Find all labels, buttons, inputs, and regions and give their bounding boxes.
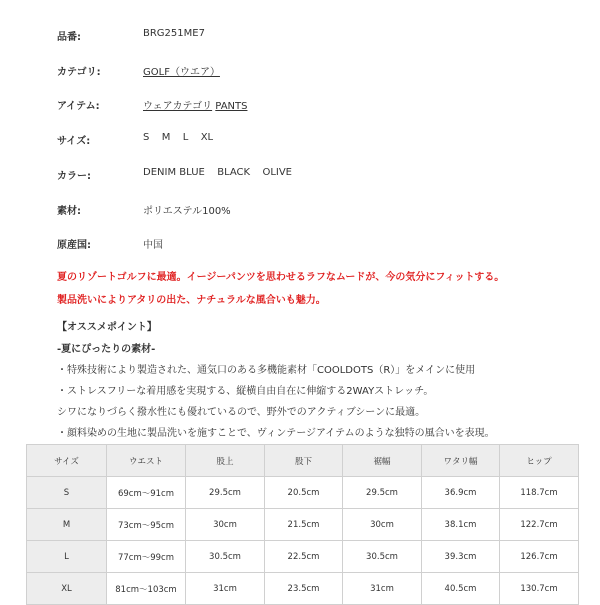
table-cell: 29.5cm [343,477,422,509]
size-option: XL [200,132,214,143]
table-row [27,477,579,509]
table-header-row [27,445,579,477]
column-header: 裾幅 [343,445,422,477]
table-cell: 30cm [343,509,422,541]
table-cell: 31cm [186,573,265,605]
table-cell: 22.5cm [265,541,343,573]
size-table [26,444,579,605]
color-option: OLIVE [262,167,293,178]
table-cell: 77cm〜99cm [107,541,186,573]
table-row [27,509,579,541]
material-value: ポリエステル100% [143,206,231,217]
item-category-link[interactable]: ウェアカテゴリ [143,101,213,112]
spec-row-origin [0,236,600,256]
spec-label: 素材: [57,206,81,217]
point-item: ・特殊技術により製造された、通気口のある多機能素材「COOLDOTS（R）」をメインに使用 [57,365,476,376]
table-cell: 81cm〜103cm [107,573,186,605]
column-header: サイズ [27,445,107,477]
size-option: S [143,132,150,143]
spec-label: アイテム: [57,101,100,112]
table-cell: 30.5cm [186,541,265,573]
point-item: ・顔料染めの生地に製品洗いを施すことで、ヴィンテージアイテムのような独特の風合いを表現。 [57,428,495,439]
spec-label: 原産国: [57,240,91,251]
origin-value: 中国 [143,240,163,251]
spec-row-category [0,63,600,83]
table-cell: 20.5cm [265,477,343,509]
table-cell: 40.5cm [422,573,500,605]
spec-label: サイズ: [57,136,91,147]
table-cell: 30cm [186,509,265,541]
description-line: 夏のリゾートゴルフに最適。イージーパンツを思わせるラフなムードが、今の気分にフィットする。 [57,272,505,283]
table-cell: L [27,541,107,573]
table-cell: 36.9cm [422,477,500,509]
table-cell: XL [27,573,107,605]
spec-row-item [0,97,600,117]
table-cell: 69cm〜91cm [107,477,186,509]
table-cell: 39.3cm [422,541,500,573]
table-cell: 30.5cm [343,541,422,573]
table-cell: 122.7cm [500,509,579,541]
column-header: 股上 [186,445,265,477]
table-cell: 73cm〜95cm [107,509,186,541]
product-number: BRG251ME7 [143,28,205,39]
spec-label: カラー: [57,171,91,182]
table-cell: M [27,509,107,541]
spec-row-product-no [0,28,600,48]
table-cell: 38.1cm [422,509,500,541]
table-cell: 130.7cm [500,573,579,605]
spec-value [143,63,220,78]
point-item: ・ストレスフリーな着用感を実現する、縦横自由自在に伸縮する2WAYストレッチ。 [57,386,434,397]
column-header: 股下 [265,445,343,477]
column-header: ヒップ [500,445,579,477]
color-option: BLACK [217,167,251,178]
points-heading: 【オススメポイント】 [57,322,157,333]
color-option: DENIM BLUE [143,167,205,178]
column-header: ワタリ幅 [422,445,500,477]
table-cell: 21.5cm [265,509,343,541]
table-cell: 126.7cm [500,541,579,573]
item-pants-link[interactable]: PANTS [215,101,248,112]
size-option: L [182,132,189,143]
spec-row-color [0,167,600,187]
table-cell: S [27,477,107,509]
spec-row-material [0,202,600,222]
points-subheading: -夏にぴったりの素材- [57,344,156,355]
spec-value [143,132,213,143]
spec-value [143,97,247,112]
description-line: 製品洗いによりアタリの出た、ナチュラルな風合いも魅力。 [57,295,326,306]
column-header: ウエスト [107,445,186,477]
table-row [27,541,579,573]
spec-row-size [0,132,600,152]
size-option: M [161,132,171,143]
table-cell: 118.7cm [500,477,579,509]
point-item: シワになりづらく撥水性にも優れているので、野外でのアクティブシーンに最適。 [57,407,426,418]
spec-value [143,167,292,178]
spec-label: 品番: [57,32,81,43]
category-link[interactable]: GOLF（ウエア） [143,67,220,78]
spec-label: カテゴリ: [57,67,101,78]
table-cell: 29.5cm [186,477,265,509]
table-cell: 23.5cm [265,573,343,605]
table-cell: 31cm [343,573,422,605]
